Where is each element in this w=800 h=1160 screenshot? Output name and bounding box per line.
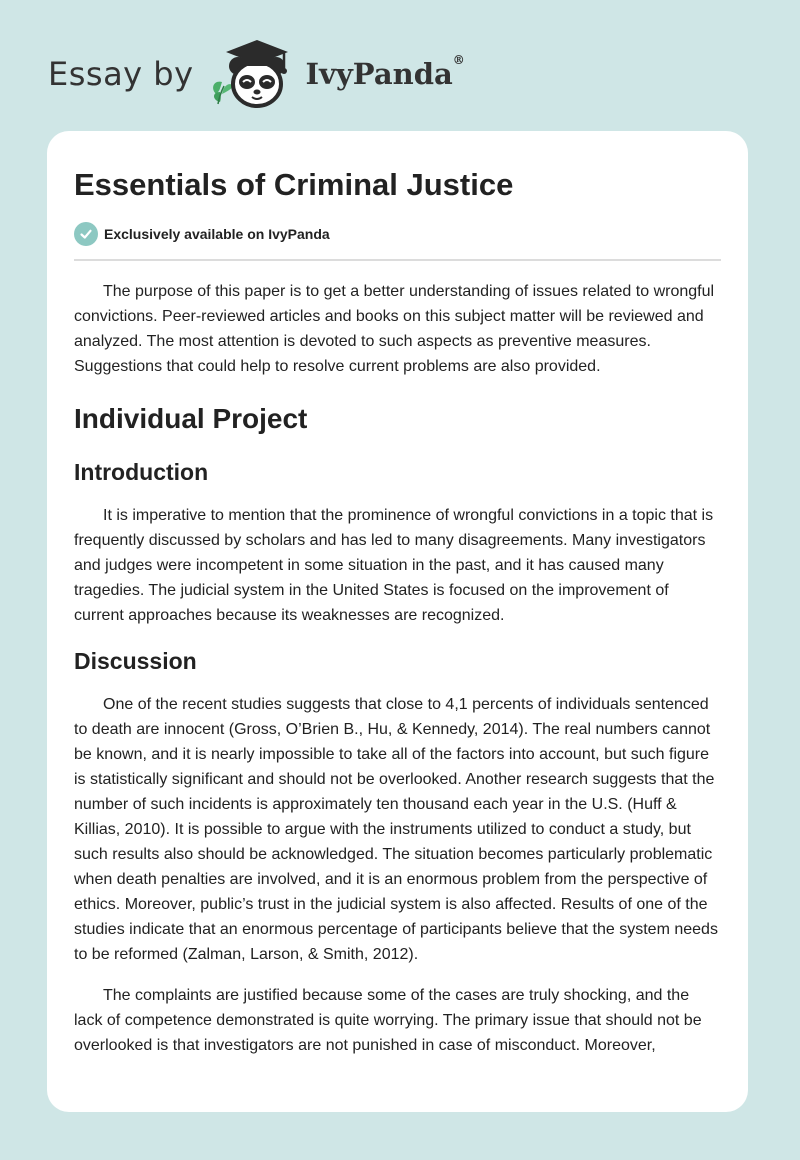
exclusive-badge <box>74 221 721 247</box>
introduction-heading: Introduction <box>74 459 209 485</box>
registered-mark: ® <box>452 53 465 67</box>
introduction-paragraph: It is imperative to mention that the prominence of wrongful convictions in a topic that is frequently discussed by scholars and has led to many disagreements. Many investigators and judges were incompetent in some situation in the past, and it has caused many tragedies. The judicial system in the United States is focused on the improvement of current approaches because its weaknesses are recognized. <box>74 507 714 624</box>
discussion-paragraph-1: One of the recent studies suggests that close to 4,1 percents of individuals sentenced to death are innocent (Gross, O’Brien B., Hu, & Kennedy, 2014). The real numbers cannot be known, and it is nearly impossible to take all of the factors into account, but such figure is statistically significant and should not be overlooked. Another research suggests that the number of such incidents is approximately ten thousand each year in the U.S. (Huff & Killias, 2010). It is possible to argue with the instruments utilized to conduct a study, but such results also should be acknowledged. The situation becomes particularly problematic when death penalties are involved, and it is an enormous problem from the perspective of ethics. Moreover, public’s trust in the judicial system is also affected. Results of one of the studies indicate that an enormous percentage of participants believe that the system needs to be reformed (Zalman, Larson, & Smith, 2012). <box>74 696 718 963</box>
discussion-paragraph-2: The complaints are justified because some of the cases are truly shocking, and the lack of competence demonstrated is quite worrying. The primary issue that should not be overlooked is that investigators are not punished in case of misconduct. Moreover, <box>74 987 702 1054</box>
check-circle-icon <box>74 222 98 246</box>
divider <box>74 259 721 261</box>
brand-name: IvyPanda® <box>305 53 465 91</box>
abstract-paragraph: The purpose of this paper is to get a better understanding of issues related to wrongful convictions. Peer-reviewed articles and books on this subject matter will be reviewed and analyzed. The most attention is devoted to such aspects as preventive measures. Suggestions that could help to resolve current problems are also provided. <box>74 283 715 375</box>
exclusive-label: Exclusively available on IvyPanda <box>104 226 330 242</box>
page-title: Essentials of Criminal Justice <box>74 167 514 202</box>
article-card <box>47 131 748 1112</box>
discussion-heading: Discussion <box>74 648 197 674</box>
section-heading: Individual Project <box>74 403 308 434</box>
brand-header[interactable] <box>48 36 465 112</box>
brand-prefix: Essay by <box>48 55 194 93</box>
panda-graduate-logo-icon <box>208 36 300 112</box>
